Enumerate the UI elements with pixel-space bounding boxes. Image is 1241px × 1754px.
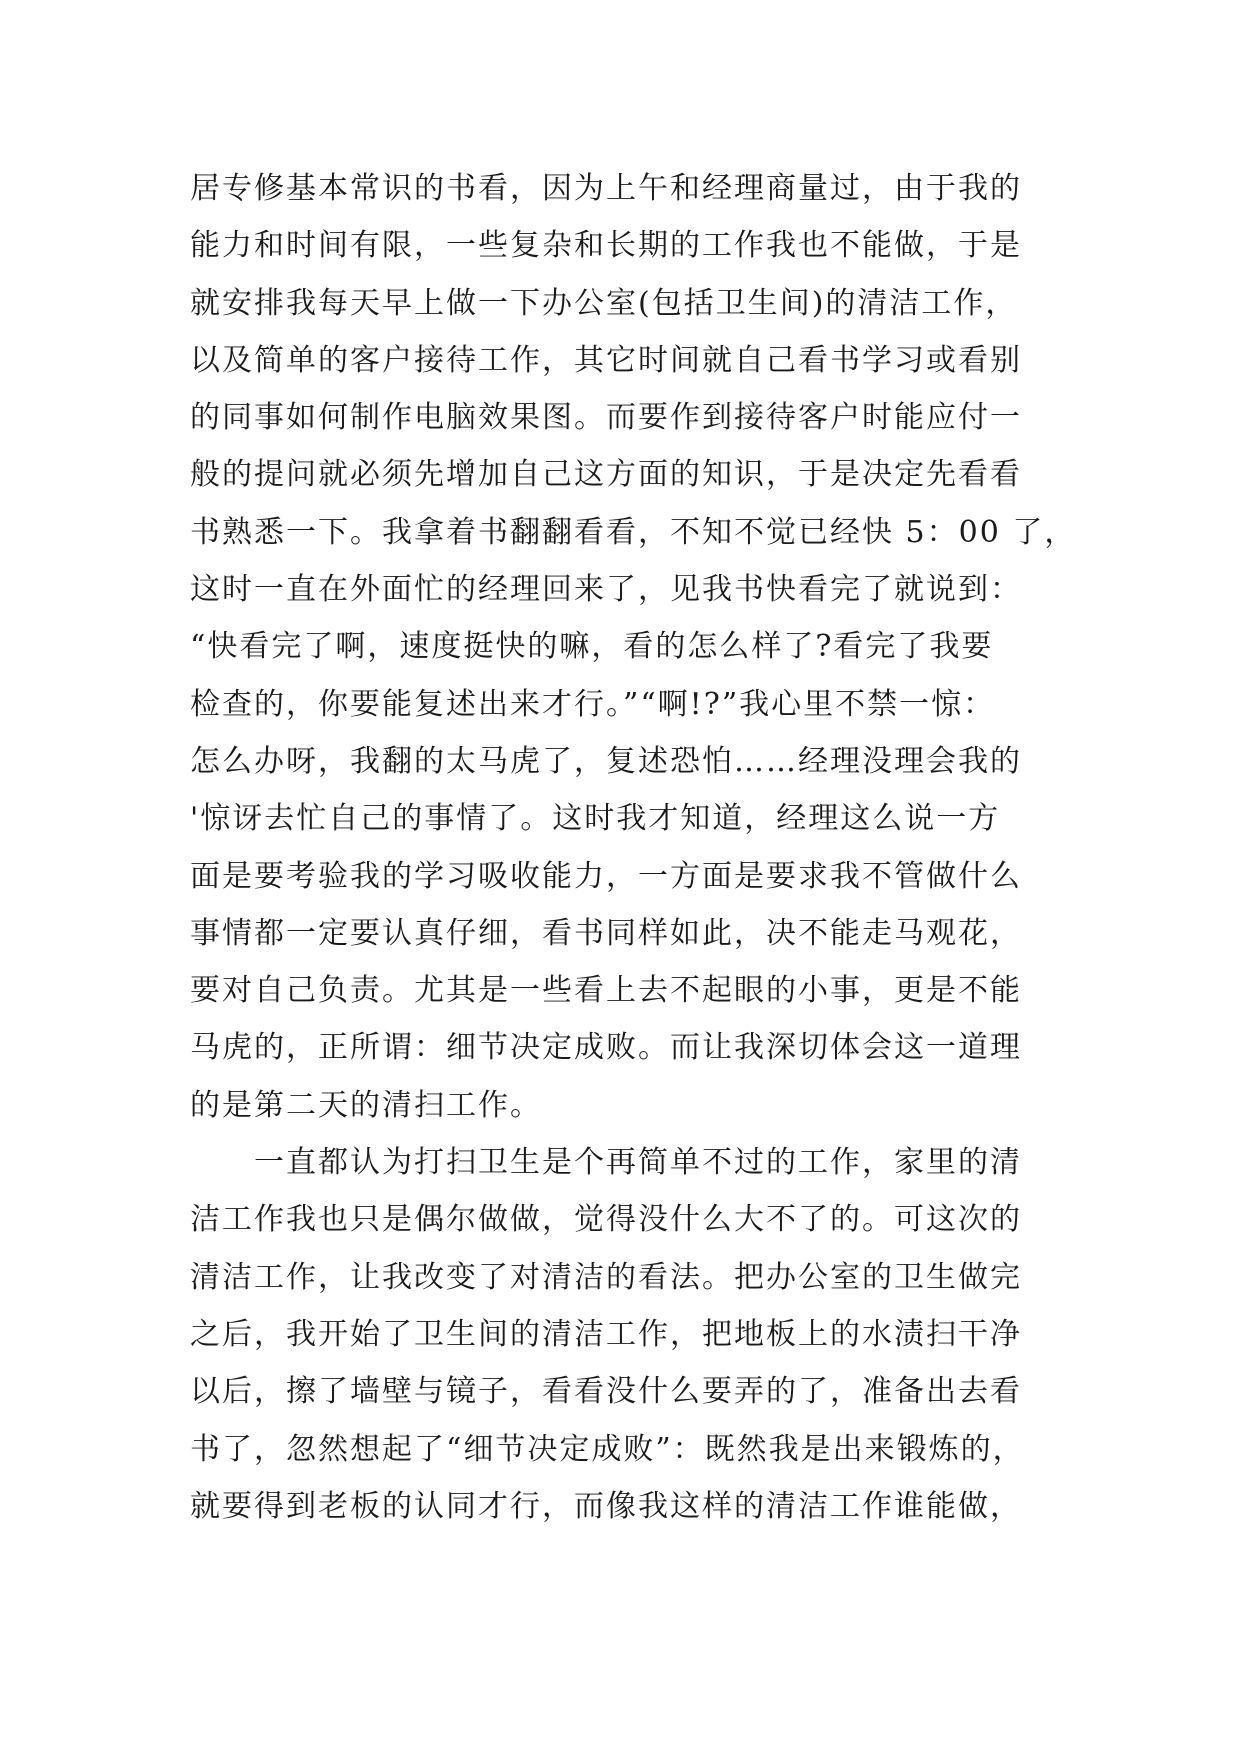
document-body	[190, 160, 1077, 1535]
text-line: 就安排我每天早上做一下办公室(包括卫生间)的清洁工作，	[190, 285, 1018, 321]
text-line: 书熟悉一下。我拿着书翻翻看看，不知不觉已经快 5：00 了，	[190, 514, 1077, 550]
text-line: 般的提问就必须先增加自己这方面的知识，于是决定先看看	[190, 457, 1022, 493]
text-line: 马虎的，正所谓：细节决定成败。而让我深切体会这一道理	[190, 1030, 1022, 1066]
text-line: 的同事如何制作电脑效果图。而要作到接待客户时能应付一	[190, 400, 1022, 436]
text-line: 的是第二天的清扫工作。	[190, 1087, 542, 1123]
text-line: 之后，我开始了卫生间的清洁工作，把地板上的水渍扫干净	[190, 1316, 1022, 1352]
text-line: 以及简单的客户接待工作，其它时间就自己看书学习或看别	[190, 342, 1022, 378]
text-line: 要对自己负责。尤其是一些看上去不起眼的小事，更是不能	[190, 973, 1022, 1009]
text-line: 洁工作我也只是偶尔做做，觉得没什么大不了的。可这次的	[190, 1202, 1022, 1238]
text-line: 能力和时间有限，一些复杂和长期的工作我也不能做，于是	[190, 228, 1022, 264]
text-line: “快看完了啊，速度挺快的嘛，看的怎么样了?看完了我要	[190, 629, 994, 665]
text-line: 书了，忽然想起了“细节决定成败”：既然我是出来锻炼的，	[190, 1431, 1025, 1467]
text-line: 一直都认为打扫卫生是个再简单不过的工作，家里的清	[190, 1145, 1022, 1181]
text-line: 就要得到老板的认同才行，而像我这样的清洁工作谁能做，	[190, 1488, 1022, 1524]
text-line: '惊讶去忙自己的事情了。这时我才知道，经理这么说一方	[190, 801, 1001, 837]
text-line: 怎么办呀，我翻的太马虎了，复述恐怕……经理没理会我的	[190, 743, 1022, 779]
text-line: 事情都一定要认真仔细，看书同样如此，决不能走马观花，	[190, 915, 1022, 951]
text-line: 居专修基本常识的书看，因为上午和经理商量过，由于我的	[190, 171, 1022, 206]
text-line: 检查的，你要能复述出来才行。”“啊!?”我心里不禁一惊：	[190, 686, 996, 722]
text-line: 以后，擦了墙壁与镜子，看看没什么要弄的了，准备出去看	[190, 1374, 1022, 1410]
text-line: 这时一直在外面忙的经理回来了，见我书快看完了就说到：	[190, 572, 1022, 608]
text-line: 清洁工作，让我改变了对清洁的看法。把办公室的卫生做完	[190, 1259, 1022, 1295]
text-line: 面是要考验我的学习吸收能力，一方面是要求我不管做什么	[190, 858, 1022, 894]
